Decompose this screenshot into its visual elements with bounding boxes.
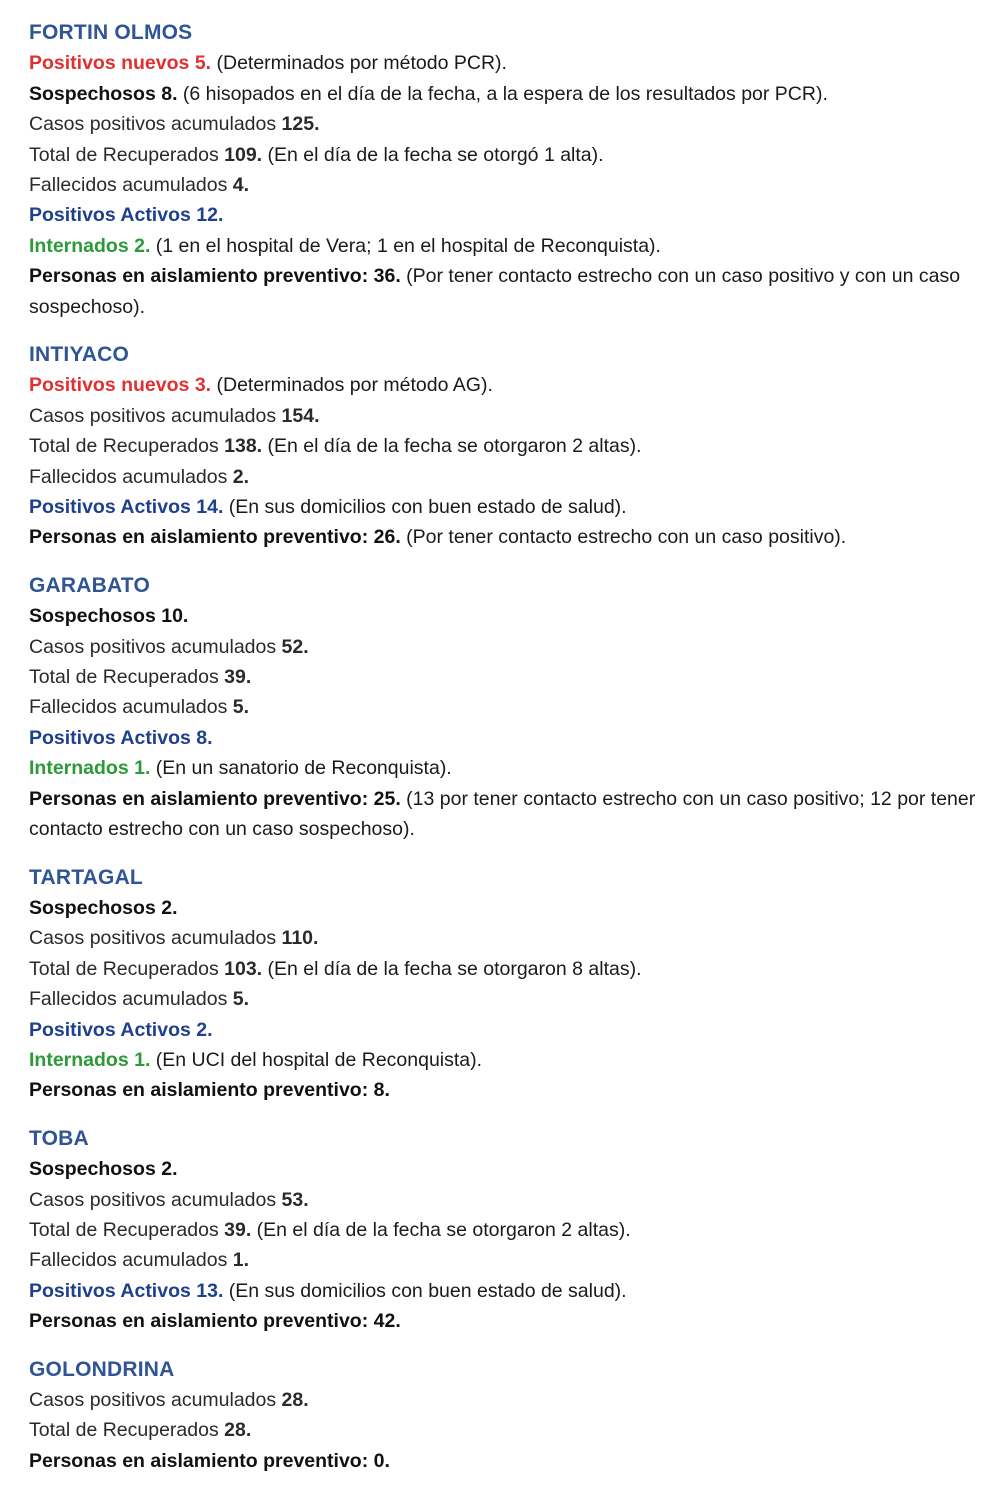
stat-label: Fallecidos acumulados: [29, 1249, 228, 1272]
stat-value: 5.: [232, 696, 250, 719]
stat-label: Positivos Activos: [29, 496, 191, 519]
stat-value: 109.: [224, 143, 263, 166]
locality-heading: FORTIN OLMOS: [29, 21, 193, 44]
stat-value: 138.: [224, 435, 263, 458]
stat-note: (Determinados por método PCR).: [216, 52, 507, 75]
stat-label: Positivos Activos: [29, 204, 191, 227]
stat-label: Total de Recuperados: [29, 666, 219, 689]
stat-line: [29, 140, 980, 170]
stat-line: [29, 954, 980, 984]
stat-label: Personas en aislamiento preventivo:: [29, 1310, 369, 1333]
stat-line: [29, 1415, 980, 1445]
stat-line: [29, 462, 980, 492]
stat-value: 2.: [161, 1158, 178, 1181]
stat-line: [29, 79, 980, 109]
stat-value: 8.: [161, 82, 178, 105]
stat-note: (En el día de la fecha se otorgaron 8 altas).: [267, 957, 642, 980]
stat-note: (En un sanatorio de Reconquista).: [155, 757, 452, 780]
locality-section: [29, 571, 980, 845]
locality-heading: TOBA: [29, 1126, 89, 1150]
stat-label: Sospechosos: [29, 1158, 156, 1181]
stat-note: (En sus domicilios con buen estado de salud).: [228, 1279, 627, 1302]
stat-note: (1 en el hospital de Vera; 1 en el hospital de Reconquista).: [155, 234, 661, 257]
stat-value: 0.: [373, 1449, 390, 1472]
stat-label: Fallecidos acumulados: [29, 696, 228, 719]
stat-note: (En sus domicilios con buen estado de salud).: [228, 496, 627, 519]
stat-label: Positivos nuevos: [29, 374, 190, 397]
stat-label: Total de Recuperados: [29, 1218, 219, 1241]
stat-label: Personas en aislamiento preventivo:: [29, 265, 369, 288]
stat-label: Fallecidos acumulados: [29, 465, 228, 488]
stat-line: [29, 601, 980, 631]
stat-line: [29, 1276, 980, 1306]
stat-value: 4.: [232, 174, 250, 197]
stat-line: [29, 200, 980, 230]
stat-line: [29, 492, 980, 522]
stat-value: 10.: [161, 605, 189, 628]
stat-line: [29, 231, 980, 261]
stat-value: 1.: [134, 1048, 151, 1071]
stat-line: [29, 1154, 980, 1184]
stat-label: Positivos Activos: [29, 1018, 191, 1041]
stat-line: [29, 1185, 980, 1215]
stat-label: Casos positivos acumulados: [29, 113, 277, 136]
stat-label: Sospechosos: [29, 605, 156, 628]
stat-label: Internados: [29, 757, 129, 780]
stat-value: 2.: [134, 234, 151, 257]
locality-heading: GARABATO: [29, 573, 150, 597]
stat-value: 103.: [224, 957, 263, 980]
stat-value: 3.: [194, 374, 212, 397]
stat-line: [29, 401, 980, 431]
stat-value: 26.: [373, 526, 401, 549]
stat-line: [29, 48, 980, 78]
stat-line: [29, 170, 980, 200]
stat-label: Sospechosos: [29, 896, 156, 919]
stat-line: [29, 1075, 980, 1105]
stat-label: Fallecidos acumulados: [29, 174, 228, 197]
stat-value: 2.: [232, 465, 250, 488]
stat-value: 28.: [224, 1419, 252, 1442]
stat-label: Personas en aislamiento preventivo:: [29, 1079, 369, 1102]
stat-value: 2.: [161, 896, 178, 919]
stat-note: (En UCI del hospital de Reconquista).: [155, 1048, 483, 1071]
stat-label: Personas en aislamiento preventivo:: [29, 787, 369, 810]
stat-value: 8.: [373, 1079, 390, 1102]
stat-line: [29, 1215, 980, 1245]
stat-label: Casos positivos acumulados: [29, 404, 277, 427]
stat-value: 2.: [196, 1018, 213, 1041]
stat-note: (Por tener contacto estrecho con un caso positivo).: [406, 526, 847, 549]
locality-section: [29, 863, 980, 1106]
stat-label: Positivos Activos: [29, 1279, 191, 1302]
locality-section: [29, 1124, 980, 1337]
locality-section: [29, 18, 980, 322]
locality-heading: TARTAGAL: [29, 865, 143, 889]
locality-section: [29, 1355, 980, 1477]
stat-line: [29, 431, 980, 461]
stat-value: 28.: [281, 1388, 309, 1411]
stat-value: 25.: [373, 787, 401, 810]
stat-value: 1.: [134, 757, 151, 780]
stat-line: [29, 723, 980, 753]
stat-label: Casos positivos acumulados: [29, 635, 277, 658]
stat-note: (6 hisopados en el día de la fecha, a la espera de los resultados por PCR).: [182, 82, 828, 105]
stat-label: Personas en aislamiento preventivo:: [29, 1449, 369, 1472]
stat-value: 12.: [196, 204, 224, 227]
stat-line: [29, 632, 980, 662]
stat-label: Total de Recuperados: [29, 1419, 219, 1442]
stat-value: 154.: [281, 404, 320, 427]
stat-value: 8.: [196, 726, 213, 749]
stat-label: Internados: [29, 1048, 129, 1071]
stat-line: [29, 753, 980, 783]
stat-value: 5.: [232, 988, 250, 1011]
stat-line: [29, 1245, 980, 1275]
stat-value: 125.: [281, 113, 320, 136]
stat-value: 13.: [196, 1279, 224, 1302]
stat-line: [29, 1015, 980, 1045]
locality-heading: GOLONDRINA: [29, 1357, 175, 1381]
stat-line: [29, 893, 980, 923]
stat-label: Total de Recuperados: [29, 435, 219, 458]
stat-label: Fallecidos acumulados: [29, 988, 228, 1011]
stat-line: [29, 692, 980, 722]
stat-line: [29, 522, 980, 552]
stat-line: [29, 984, 980, 1014]
stat-line: [29, 109, 980, 139]
stat-value: 39.: [224, 1218, 252, 1241]
stat-label: Personas en aislamiento preventivo:: [29, 526, 369, 549]
stat-value: 14.: [196, 496, 224, 519]
stat-label: Casos positivos acumulados: [29, 1188, 277, 1211]
stat-note: (Determinados por método AG).: [216, 374, 493, 397]
stat-note: (Por tener contacto estrecho con un caso positivo y con un caso sospechoso).: [29, 265, 961, 318]
stat-label: Casos positivos acumulados: [29, 927, 277, 950]
stat-label: Total de Recuperados: [29, 143, 219, 166]
stat-line: [29, 261, 980, 322]
stat-line: [29, 1385, 980, 1415]
stat-line: [29, 1306, 980, 1336]
stat-value: 39.: [224, 666, 252, 689]
stat-value: 110.: [281, 927, 319, 950]
stat-note: (En el día de la fecha se otorgaron 2 altas).: [267, 435, 642, 458]
locality-heading: INTIYACO: [29, 343, 130, 367]
stat-value: 42.: [373, 1310, 401, 1333]
stat-line: [29, 1045, 980, 1075]
stat-value: 36.: [373, 265, 401, 288]
stat-value: 52.: [281, 635, 309, 658]
stat-value: 1.: [232, 1249, 250, 1272]
stat-label: Internados: [29, 234, 129, 257]
stat-line: [29, 923, 980, 953]
stat-label: Total de Recuperados: [29, 957, 219, 980]
stat-label: Sospechosos: [29, 82, 156, 105]
stat-note: (13 por tener contacto estrecho con un caso positivo; 12 por tener contacto estrecho con un caso sospechoso).: [29, 787, 976, 841]
locality-section: [29, 340, 980, 553]
stat-line: [29, 370, 980, 400]
stat-note: (En el día de la fecha se otorgó 1 alta).: [267, 143, 604, 166]
stat-line: [29, 784, 980, 845]
stat-label: Casos positivos acumulados: [29, 1388, 277, 1411]
stat-label: Positivos nuevos: [29, 52, 190, 75]
stat-value: 5.: [194, 52, 212, 75]
stat-note: (En el día de la fecha se otorgaron 2 altas).: [256, 1218, 631, 1241]
stat-value: 53.: [281, 1188, 309, 1211]
stat-line: [29, 662, 980, 692]
stat-line: [29, 1446, 980, 1476]
stat-label: Positivos Activos: [29, 726, 191, 749]
